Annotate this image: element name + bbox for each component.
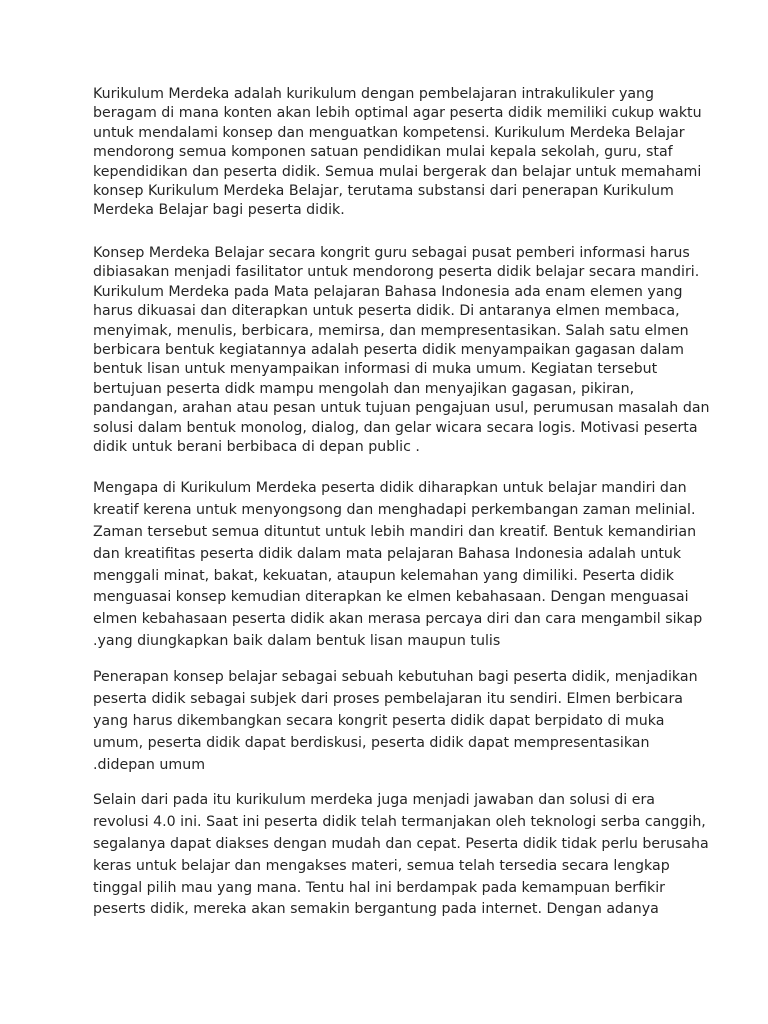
text-line: Kurikulum Merdeka adalah kurikulum dengan pembelajaran intrakulikuler yang xyxy=(93,86,655,102)
text-line: pandangan, arahan atau pesan untuk tujuan pengajuan usul, perumusan masalah dan xyxy=(93,400,710,417)
paragraph-intro xyxy=(93,85,702,221)
text-line: revolusi 4.0 ini. Saat ini peserta didik telah termanjakan oleh teknologi serba canggih, xyxy=(93,813,706,830)
text-line: solusi dalam bentuk monolog, dialog, dan gelar wicara secara logis. Motivasi peserta xyxy=(93,419,698,436)
text-line: umum, peserta didik dapat berdiskusi, peserta didik dapat mempresentasikan xyxy=(93,734,650,751)
text-line: menggali minat, bakat, kekuatan, ataupun kelemahan yang dimiliki. Peserta didik xyxy=(93,567,675,584)
text-line: konsep Kurikulum Merdeka Belajar, terutama substansi dari penerapan Kurikulum xyxy=(93,182,674,199)
text-line: beragam di mana konten akan lebih optimal agar peserta didik memiliki cukup waktu xyxy=(93,105,702,122)
paragraph-revolusi-4-0 xyxy=(93,790,709,921)
text-line: Zaman tersebut semua dituntut untuk lebih mandiri dan kreatif. Bentuk kemandirian xyxy=(93,523,697,540)
text-line: yang harus dikembangkan secara kongrit peserta didik dapat berpidato di muka xyxy=(93,712,665,729)
text-line: Mengapa di Kurikulum Merdeka peserta didik diharapkan untuk belajar mandiri dan xyxy=(93,480,687,496)
text-line: peserta didik sebagai subjek dari proses pembelajaran itu sendiri. Elmen berbicara xyxy=(93,690,683,707)
text-line: menguasai konsep kemudian diterapkan ke elmen kebahasaan. Dengan menguasai xyxy=(93,589,689,606)
text-line: kependidikan dan peserta didik. Semua mulai bergerak dan belajar untuk memahami xyxy=(93,163,702,180)
text-line: bentuk lisan untuk menyampaikan informasi di muka umum. Kegiatan tersebut xyxy=(93,361,658,378)
text-line: Kurikulum Merdeka pada Mata pelajaran Bahasa Indonesia ada enam elemen yang xyxy=(93,283,683,300)
text-line: didik untuk berani berbibaca di depan public . xyxy=(93,438,420,455)
text-line: peserts didik, mereka akan semakin bergantung pada internet. Dengan adanya xyxy=(93,901,659,918)
text-line: elmen kebahasaan peserta didik akan merasa percaya diri dan cara mengambil sikap xyxy=(93,611,703,628)
paragraph-konsep-merdeka-belajar xyxy=(93,244,710,457)
text-line: dibiasakan menjadi fasilitator untuk mendorong peserta didik belajar secara mandiri. xyxy=(93,264,700,281)
text-line: harus dikuasai dan diterapkan untuk peserta didik. Di antaranya elmen membaca, xyxy=(93,303,680,320)
text-line: segalanya dapat diakses dengan mudah dan cepat. Peserta didik tidak perlu berusaha xyxy=(93,835,709,852)
text-line: keras untuk belajar dan mengakses materi, semua telah tersedia secara lengkap xyxy=(93,857,670,874)
text-line: kreatif kerena untuk menyongsong dan menghadapi perkembangan zaman melinial. xyxy=(93,501,696,518)
text-line: untuk mendalami konsep dan menguatkan kompetensi. Kurikulum Merdeka Belajar xyxy=(93,124,685,141)
text-line: dan kreatifitas peserta didik dalam mata pelajaran Bahasa Indonesia adalah untuk xyxy=(93,545,682,562)
paragraph-penerapan-konsep xyxy=(93,667,698,776)
text-line: menyimak, menulis, berbicara, memirsa, dan mempresentasikan. Salah satu elmen xyxy=(93,322,689,339)
text-line: .didepan umum xyxy=(93,756,206,773)
text-line: berbicara bentuk kegiatannya adalah peserta didik menyampaikan gagasan dalam xyxy=(93,341,684,358)
text-line: mendorong semua komponen satuan pendidikan mulai kepala sekolah, guru, staf xyxy=(93,144,673,161)
text-line: .yang diungkapkan baik dalam bentuk lisan maupun tulis xyxy=(93,633,501,650)
text-line: Konsep Merdeka Belajar secara kongrit guru sebagai pusat pemberi informasi harus xyxy=(93,245,690,261)
text-line: bertujuan peserta didk mampu mengolah dan menyajikan gagasan, pikiran, xyxy=(93,380,635,397)
text-line: Merdeka Belajar bagi peserta didik. xyxy=(93,202,345,219)
text-line: tinggal pilih mau yang mana. Tentu hal ini berdampak pada kemampuan berfikir xyxy=(93,879,666,896)
text-line: Selain dari pada itu kurikulum merdeka juga menjadi jawaban dan solusi di era xyxy=(93,792,656,808)
text-line: Penerapan konsep belajar sebagai sebuah kebutuhan bagi peserta didik, menjadikan xyxy=(93,669,698,685)
paragraph-mengapa-mandiri xyxy=(93,478,703,653)
